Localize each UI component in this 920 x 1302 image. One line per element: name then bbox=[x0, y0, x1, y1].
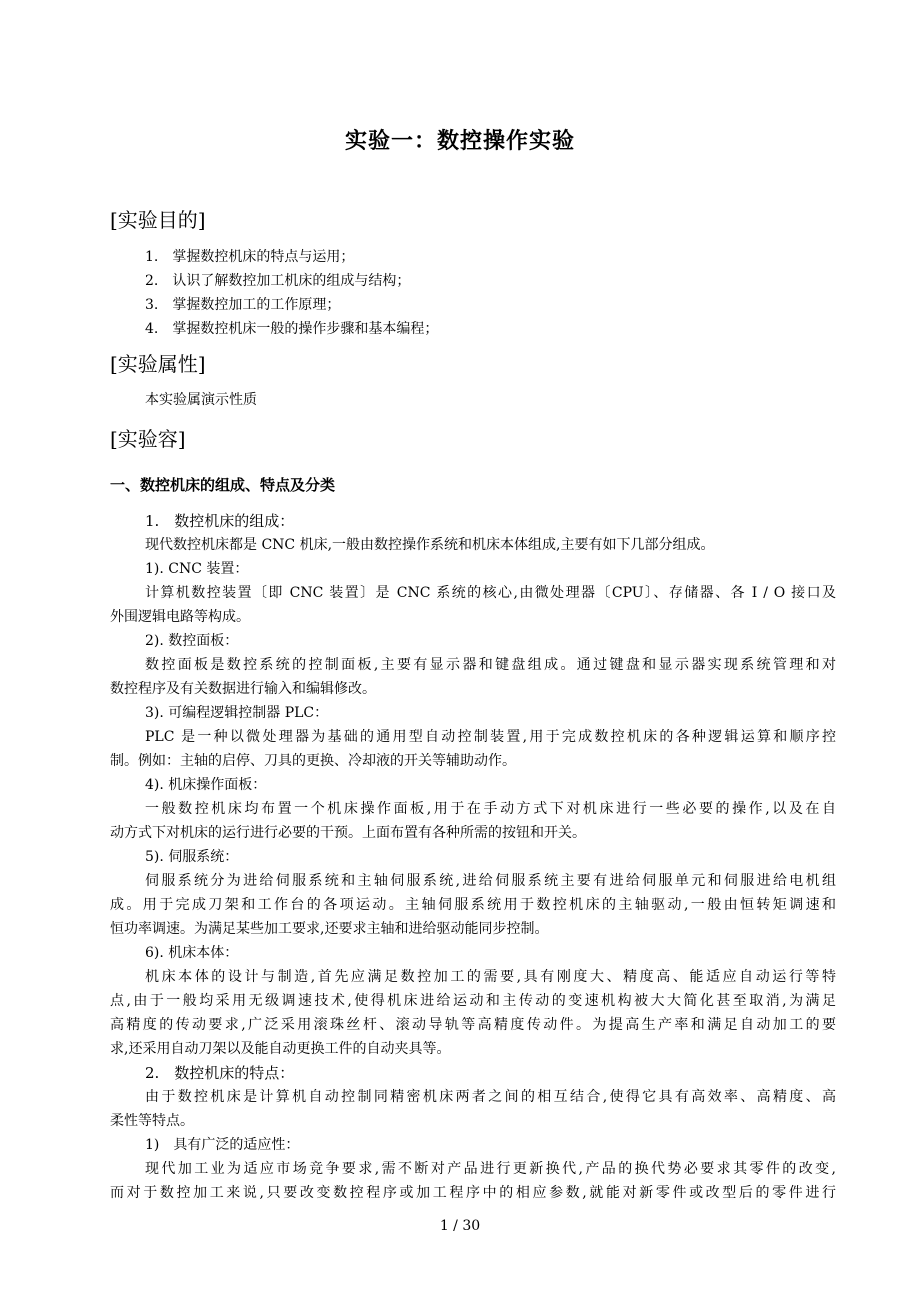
heading-composition: 一、数控机床的组成、特点及分类 bbox=[110, 476, 336, 494]
section-purpose: [实验目的] bbox=[110, 208, 206, 232]
text-line: 制。例如：主轴的启停、刀具的更换、冷却液的开关等辅助动作。 bbox=[110, 753, 516, 769]
text-line: 数控程序及有关数据进行输入和编辑修改。 bbox=[110, 681, 376, 697]
text-line: 恒功率调速。为满足某些加工要求,还要求主轴和进给驱动能同步控制。 bbox=[110, 921, 549, 937]
text-line: 3). 可编程逻辑控制器 PLC： bbox=[145, 705, 329, 721]
text-line: 点,由于一般均采用无级调速技术,使得机床进给运动和主传动的变速机构被大大简化甚至取消,为满足 bbox=[110, 993, 836, 1009]
attribute-text: 本实验属演示性质 bbox=[145, 392, 257, 408]
text-line: PLC 是一种以微处理器为基础的通用型自动控制装置,用于完成数控机床的各种逻辑运算和顺序控 bbox=[145, 729, 836, 745]
body-text bbox=[110, 509, 836, 1205]
text-line: 伺服系统分为进给伺服系统和主轴伺服系统,进给伺服系统主要有进给伺服单元和伺服进给电机组 bbox=[145, 873, 836, 889]
text-line: 数控面板是数控系统的控制面板,主要有显示器和键盘组成。通过键盘和显示器实现系统管理和对 bbox=[145, 657, 836, 673]
text-line: 5). 伺服系统： bbox=[145, 849, 239, 865]
text-line: 外围逻辑电路等构成。 bbox=[110, 609, 250, 625]
text-line: 1) 具有广泛的适应性： bbox=[145, 1137, 300, 1153]
text-line: 1). CNC 装置： bbox=[145, 561, 249, 577]
text-line: 计算机数控装置〔即 CNC 装置〕是 CNC 系统的核心,由微处理器〔CPU〕、存储器、各 I / O 接口及 bbox=[145, 585, 836, 601]
text-line: 一般数控机床均布置一个机床操作面板,用于在手动方式下对机床进行一些必要的操作,以及在自 bbox=[145, 801, 836, 817]
text-line: 而对于数控加工来说,只要改变数控程序或加工程序中的相应参数,就能对新零件或改型后的零件进行 bbox=[110, 1185, 836, 1201]
section-content: [实验容] bbox=[110, 427, 186, 451]
purpose-item: 2. 认识了解数控加工机床的组成与结构； bbox=[145, 273, 411, 289]
page-title: 实验一：数控操作实验 bbox=[344, 128, 575, 154]
text-line: 现代数控机床都是 CNC 机床,一般由数控操作系统和机床本体组成,主要有如下几部分组成。 bbox=[145, 537, 715, 553]
text-line: 2. 数控机床的特点： bbox=[145, 1064, 295, 1082]
purpose-item: 4. 掌握数控机床一般的操作步骤和基本编程； bbox=[145, 321, 439, 337]
text-line: 1. 数控机床的组成： bbox=[145, 512, 295, 530]
text-line: 2). 数控面板： bbox=[145, 633, 239, 649]
text-line: 柔性等特点。 bbox=[110, 1113, 194, 1129]
text-line: 4). 机床操作面板： bbox=[145, 777, 267, 793]
text-line: 动方式下对机床的运行进行必要的干预。上面布置有各种所需的按钮和开关。 bbox=[110, 825, 586, 841]
purpose-item: 1. 掌握数控机床的特点与运用； bbox=[145, 249, 355, 265]
text-line: 高精度的传动要求,广泛采用滚珠丝杆、滚动导轨等高精度传动件。为提高生产率和满足自动加工的要 bbox=[110, 1017, 836, 1033]
text-line: 机床本体的设计与制造,首先应满足数控加工的需要,具有刚度大、精度高、能适应自动运行等特 bbox=[145, 969, 836, 985]
text-line: 由于数控机床是计算机自动控制同精密机床两者之间的相互结合,使得它具有高效率、高精度、高 bbox=[145, 1089, 836, 1105]
text-line: 求,还采用自动刀架以及能自动更换工件的自动夹具等。 bbox=[110, 1041, 451, 1057]
text-line: 6). 机床本体： bbox=[145, 945, 239, 961]
text-line: 成。用于完成刀架和工作台的各项运动。主轴伺服系统用于数控机床的主轴驱动,一般由恒转矩调速和 bbox=[110, 897, 836, 913]
purpose-item: 3. 掌握数控加工的工作原理； bbox=[145, 297, 341, 313]
text-line: 现代加工业为适应市场竞争要求,需不断对产品进行更新换代,产品的换代势必要求其零件的改变, bbox=[145, 1161, 836, 1177]
page-number: 1 / 30 bbox=[439, 1218, 481, 1234]
section-attribute: [实验属性] bbox=[110, 352, 206, 376]
